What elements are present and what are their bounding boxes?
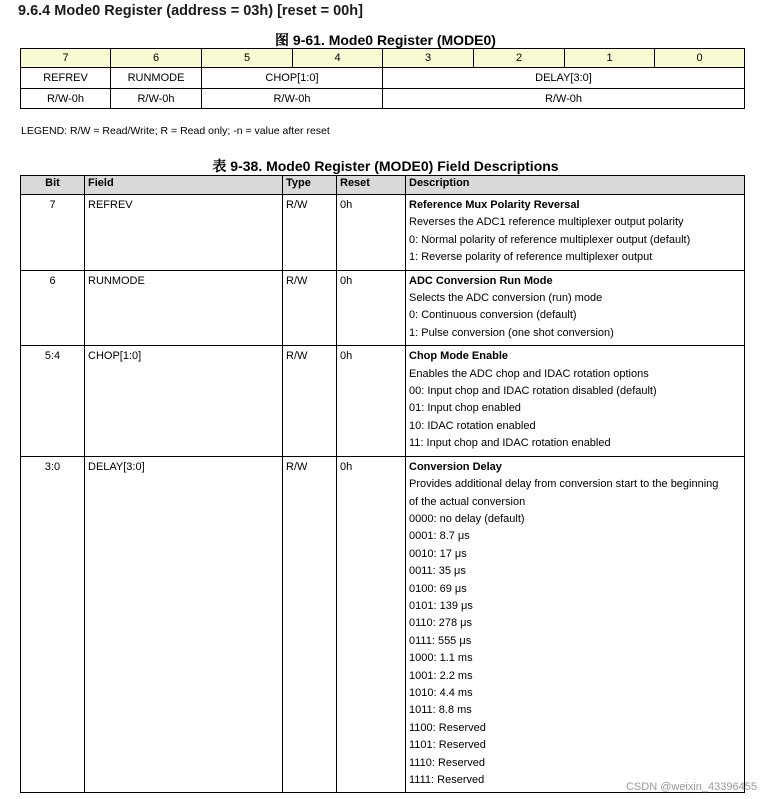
description-title: ADC Conversion Run Mode	[409, 274, 553, 287]
bit-number: 4	[293, 49, 383, 68]
access-chop: R/W-0h	[202, 89, 383, 109]
type-cell-text: R/W	[286, 274, 308, 287]
description-line: 0000: no delay (default)	[409, 512, 525, 525]
access-runmode: R/W-0h	[111, 89, 202, 109]
bit-number: 6	[111, 49, 202, 68]
field-cell	[85, 195, 283, 271]
column-header-field: Field	[85, 176, 283, 195]
table-header-row	[21, 176, 745, 195]
access-row	[21, 89, 745, 109]
type-cell	[283, 270, 337, 346]
description-title: Chop Mode Enable	[409, 350, 508, 363]
table-row	[21, 456, 745, 793]
description-line: 0011: 35 μs	[409, 565, 466, 578]
description-line: 1011: 8.8 ms	[409, 704, 472, 717]
access-delay: R/W-0h	[383, 89, 745, 109]
type-cell	[283, 195, 337, 271]
description-line: 10: IDAC rotation enabled	[409, 419, 536, 432]
reset-cell	[337, 270, 406, 346]
column-header-reset: Reset	[337, 176, 406, 195]
description-line: 01: Input chop enabled	[409, 402, 521, 415]
description-cell	[406, 195, 745, 271]
type-cell-text: R/W	[286, 350, 308, 363]
bit-cell	[21, 270, 85, 346]
description-line: 1001: 2.2 ms	[409, 669, 473, 682]
register-map-table	[20, 48, 745, 109]
reset-cell	[337, 346, 406, 456]
column-header-description: Description	[406, 176, 745, 195]
description-title: Conversion Delay	[409, 460, 502, 473]
type-cell-text: R/W	[286, 199, 308, 211]
description-line: 00: Input chop and IDAC rotation disabled (default)	[409, 385, 657, 398]
description-line: 1: Pulse conversion (one shot conversion)	[409, 326, 614, 339]
description-line: 1010: 4.4 ms	[409, 686, 473, 699]
description-line: 0001: 8.7 μs	[409, 530, 470, 543]
bit-cell-text: 5:4	[44, 350, 61, 363]
type-cell	[283, 346, 337, 456]
description-line: 0: Normal polarity of reference multiplexer output (default)	[409, 233, 691, 246]
description-line: 1101: Reserved	[409, 739, 486, 752]
figure-caption: 图 9-61. Mode0 Register (MODE0)	[275, 32, 496, 48]
bit-number: 5	[202, 49, 293, 68]
description-line: Selects the ADC conversion (run) mode	[409, 292, 603, 305]
description-line: 0111: 555 μs	[409, 634, 472, 647]
field-cell	[85, 346, 283, 456]
reset-cell	[337, 456, 406, 793]
bit-cell	[21, 456, 85, 793]
description-line: of the actual conversion	[409, 495, 526, 508]
field-name-runmode: RUNMODE	[111, 68, 202, 89]
bit-number: 1	[565, 49, 655, 68]
type-cell	[283, 456, 337, 793]
reset-cell-text: 0h	[340, 350, 353, 363]
reset-cell-text: 0h	[340, 460, 353, 473]
description-line: 1000: 1.1 ms	[409, 652, 473, 665]
reset-cell-text: 0h	[340, 274, 353, 287]
description-line: Enables the ADC chop and IDAC rotation options	[409, 367, 649, 380]
type-cell-text: R/W	[286, 460, 308, 473]
reset-cell-text: 0h	[340, 199, 353, 211]
table-row	[21, 270, 745, 346]
description-line: 0100: 69 μs	[409, 582, 467, 595]
description-line: 0110: 278 μs	[409, 617, 473, 630]
reset-cell	[337, 195, 406, 271]
description-line: 1111: Reserved	[409, 774, 485, 786]
description-line: 1110: Reserved	[409, 756, 486, 769]
field-cell-text: CHOP[1:0]	[88, 350, 142, 363]
column-header-bit: Bit	[21, 176, 85, 195]
field-cell-text: DELAY[3:0]	[88, 460, 145, 473]
bit-cell	[21, 346, 85, 456]
description-title: Reference Mux Polarity Reversal	[409, 199, 580, 211]
field-name-row	[21, 68, 745, 89]
column-header-type: Type	[283, 176, 337, 195]
table-row	[21, 346, 745, 456]
field-cell-text: RUNMODE	[88, 274, 145, 287]
description-cell	[406, 456, 745, 793]
access-refrev: R/W-0h	[21, 89, 111, 109]
description-line: 0101: 139 μs	[409, 599, 473, 612]
field-name-delay: DELAY[3:0]	[383, 68, 745, 89]
watermark: CSDN @weixin_43396455	[625, 781, 757, 793]
description-line: 1100: Reserved	[409, 721, 486, 734]
field-name-refrev: REFREV	[21, 68, 111, 89]
bit-number: 3	[383, 49, 474, 68]
description-line: 1: Reverse polarity of reference multiplexer output	[409, 251, 653, 264]
field-cell	[85, 270, 283, 346]
field-cell	[85, 456, 283, 793]
field-name-chop: CHOP[1:0]	[202, 68, 383, 89]
bit-number: 2	[474, 49, 565, 68]
description-line: 0: Continuous conversion (default)	[409, 309, 577, 322]
bit-cell-text: 6	[49, 274, 56, 287]
bit-number: 7	[21, 49, 111, 68]
table-row	[21, 195, 745, 271]
bit-number-row	[21, 49, 745, 68]
description-line: Provides additional delay from conversion start to the beginning	[409, 478, 719, 491]
description-cell	[406, 346, 745, 456]
bit-cell-text: 7	[49, 199, 56, 211]
legend: LEGEND: R/W = Read/Write; R = Read only; -n = value after reset	[21, 125, 330, 137]
field-descriptions-table	[20, 175, 745, 793]
table-caption: 表 9-38. Mode0 Register (MODE0) Field Descriptions	[212, 158, 559, 174]
description-cell	[406, 270, 745, 346]
description-line: Reverses the ADC1 reference multiplexer output polarity	[409, 216, 684, 229]
description-line: 0010: 17 μs	[409, 547, 467, 560]
bit-cell-text: 3:0	[44, 460, 61, 473]
field-cell-text: REFREV	[88, 199, 133, 211]
bit-cell	[21, 195, 85, 271]
section-heading: 9.6.4 Mode0 Register (address = 03h) [reset = 00h]	[18, 3, 363, 19]
description-line: 11: Input chop and IDAC rotation enabled	[409, 437, 611, 450]
bit-number: 0	[655, 49, 745, 68]
